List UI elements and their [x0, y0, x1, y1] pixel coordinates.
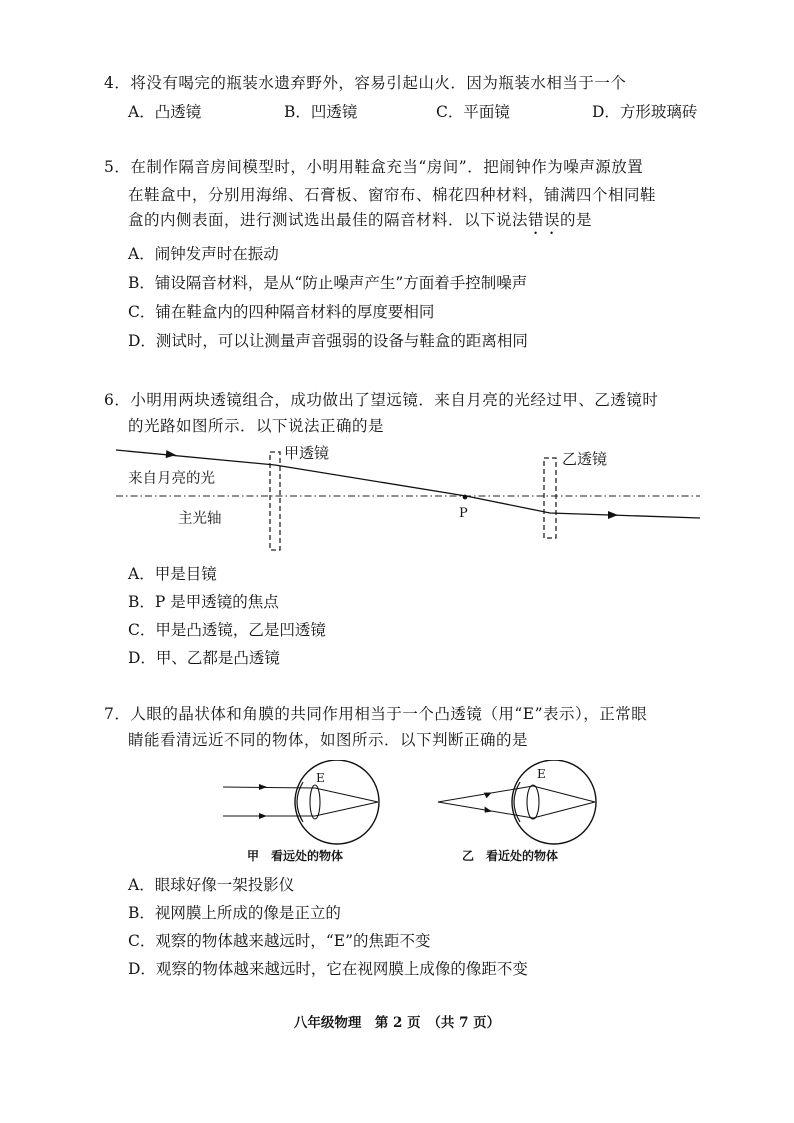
eyeball [295, 760, 379, 844]
axis-label: 主光轴 [178, 511, 222, 527]
lens-e [310, 785, 320, 819]
option-a-text: A．眼球好像一架投影仪 [128, 876, 295, 894]
option-a[interactable]: A．凸透镜 [128, 103, 202, 121]
emphasized-word: 错误 [528, 211, 561, 229]
question-number: 4． [104, 74, 131, 92]
option-b[interactable]: B．凹透镜 [284, 103, 358, 121]
ray-bottom-refracted [533, 802, 595, 818]
point-p-label: P [459, 506, 468, 521]
question-text: 在制作隔音房间模型时，小明用鞋盒充当“房间”．把闹钟作为噪声源放置 [130, 158, 644, 176]
question-6-stem-line-1 [104, 389, 658, 411]
option-c[interactable]: C．平面镜 [436, 103, 510, 121]
lens-b [544, 458, 556, 538]
lens-b-label: 乙透镜 [562, 450, 608, 468]
eye-diagram-far [215, 760, 390, 870]
option-d-text: D．甲、乙都是凸透镜 [128, 649, 280, 667]
light-label: 来自月亮的光 [128, 471, 215, 487]
lens-a [270, 452, 280, 550]
question-text: 的是 [560, 211, 593, 229]
question-text: 人眼的晶状体和角膜的共同作用相当于一个凸透镜（用“E”表示），正常眼 [130, 705, 648, 723]
option-d-text: D．观察的物体越来越远时，它在视网膜上成像的像距不变 [128, 960, 528, 978]
question-7-stem-line-1 [104, 703, 647, 725]
ray-top [223, 787, 315, 788]
ray-arrow-1 [166, 450, 177, 459]
option-d-text: D．测试时，可以让测量声音强弱的设备与鞋盒的距离相同 [128, 332, 528, 350]
lens-a-label: 甲透镜 [284, 444, 330, 462]
question-text: 小明用两块透镜组合，成功做出了望远镜．来自月亮的光经过甲、乙透镜时 [130, 391, 659, 409]
ray-arrow-bottom [484, 806, 493, 813]
lens-e [527, 785, 539, 819]
ray-arrow-top [259, 784, 267, 790]
option-c-text: C．观察的物体越来越远时，“E”的焦距不变 [128, 932, 431, 950]
question-7-stem-line-2: 睛能看清远近不同的物体，如图所示．以下判断正确的是 [128, 731, 529, 749]
eyeball [512, 760, 596, 844]
question-number: 7． [104, 705, 131, 723]
option-d[interactable]: D．方形玻璃砖 [592, 103, 698, 121]
question-5-stem-line-1 [104, 156, 643, 178]
question-5-stem-line-3 [128, 209, 592, 238]
caption-far: 甲 看远处的物体 [247, 849, 344, 863]
telescope-diagram [110, 438, 710, 558]
question-number: 6． [104, 391, 131, 409]
ray-bottom-refracted [315, 802, 378, 816]
lens-e-label: E [316, 771, 325, 785]
page-footer: 八年级物理 第 2 页 （共 7 页） [293, 1015, 501, 1031]
lens-e-label: E [537, 767, 546, 781]
question-5-stem-line-2: 在鞋盒中，分别用海绵、石膏板、窗帘布、棉花四种材料，铺满四个相同鞋 [128, 186, 657, 204]
option-a-text: A．甲是目镜 [128, 565, 217, 583]
point-p [463, 495, 468, 500]
option-b-text: B．铺设隔音材料，是从“防止噪声产生”方面着手控制噪声 [128, 274, 528, 292]
caption-near: 乙 看近处的物体 [462, 849, 559, 863]
ray-top-refracted [533, 786, 595, 802]
option-c-text: C．甲是凸透镜，乙是凹透镜 [128, 621, 326, 639]
question-text: 将没有喝完的瓶装水遗弃野外，容易引起山火．因为瓶装水相当于一个 [130, 74, 627, 92]
ray-arrow-top [484, 791, 493, 798]
ray-arrow-2 [608, 511, 618, 519]
option-b-text: B．P 是甲透镜的焦点 [128, 593, 279, 611]
option-a-text: A．闹钟发声时在振动 [128, 245, 279, 263]
eye-diagram-near [430, 760, 605, 870]
ray-top-refracted [315, 788, 378, 802]
question-number: 5． [104, 158, 131, 176]
question-4-stem [104, 72, 626, 94]
ray-arrow-bottom [259, 813, 267, 819]
option-c-text: C．铺在鞋盒内的四种隔音材料的厚度要相同 [128, 303, 435, 321]
question-6-stem-line-2: 的光路如图所示．以下说法正确的是 [128, 417, 385, 435]
question-text: 盒的内侧表面，进行测试选出最佳的隔音材料．以下说法 [128, 211, 529, 229]
option-b-text: B．视网膜上所成的像是正立的 [128, 904, 341, 922]
